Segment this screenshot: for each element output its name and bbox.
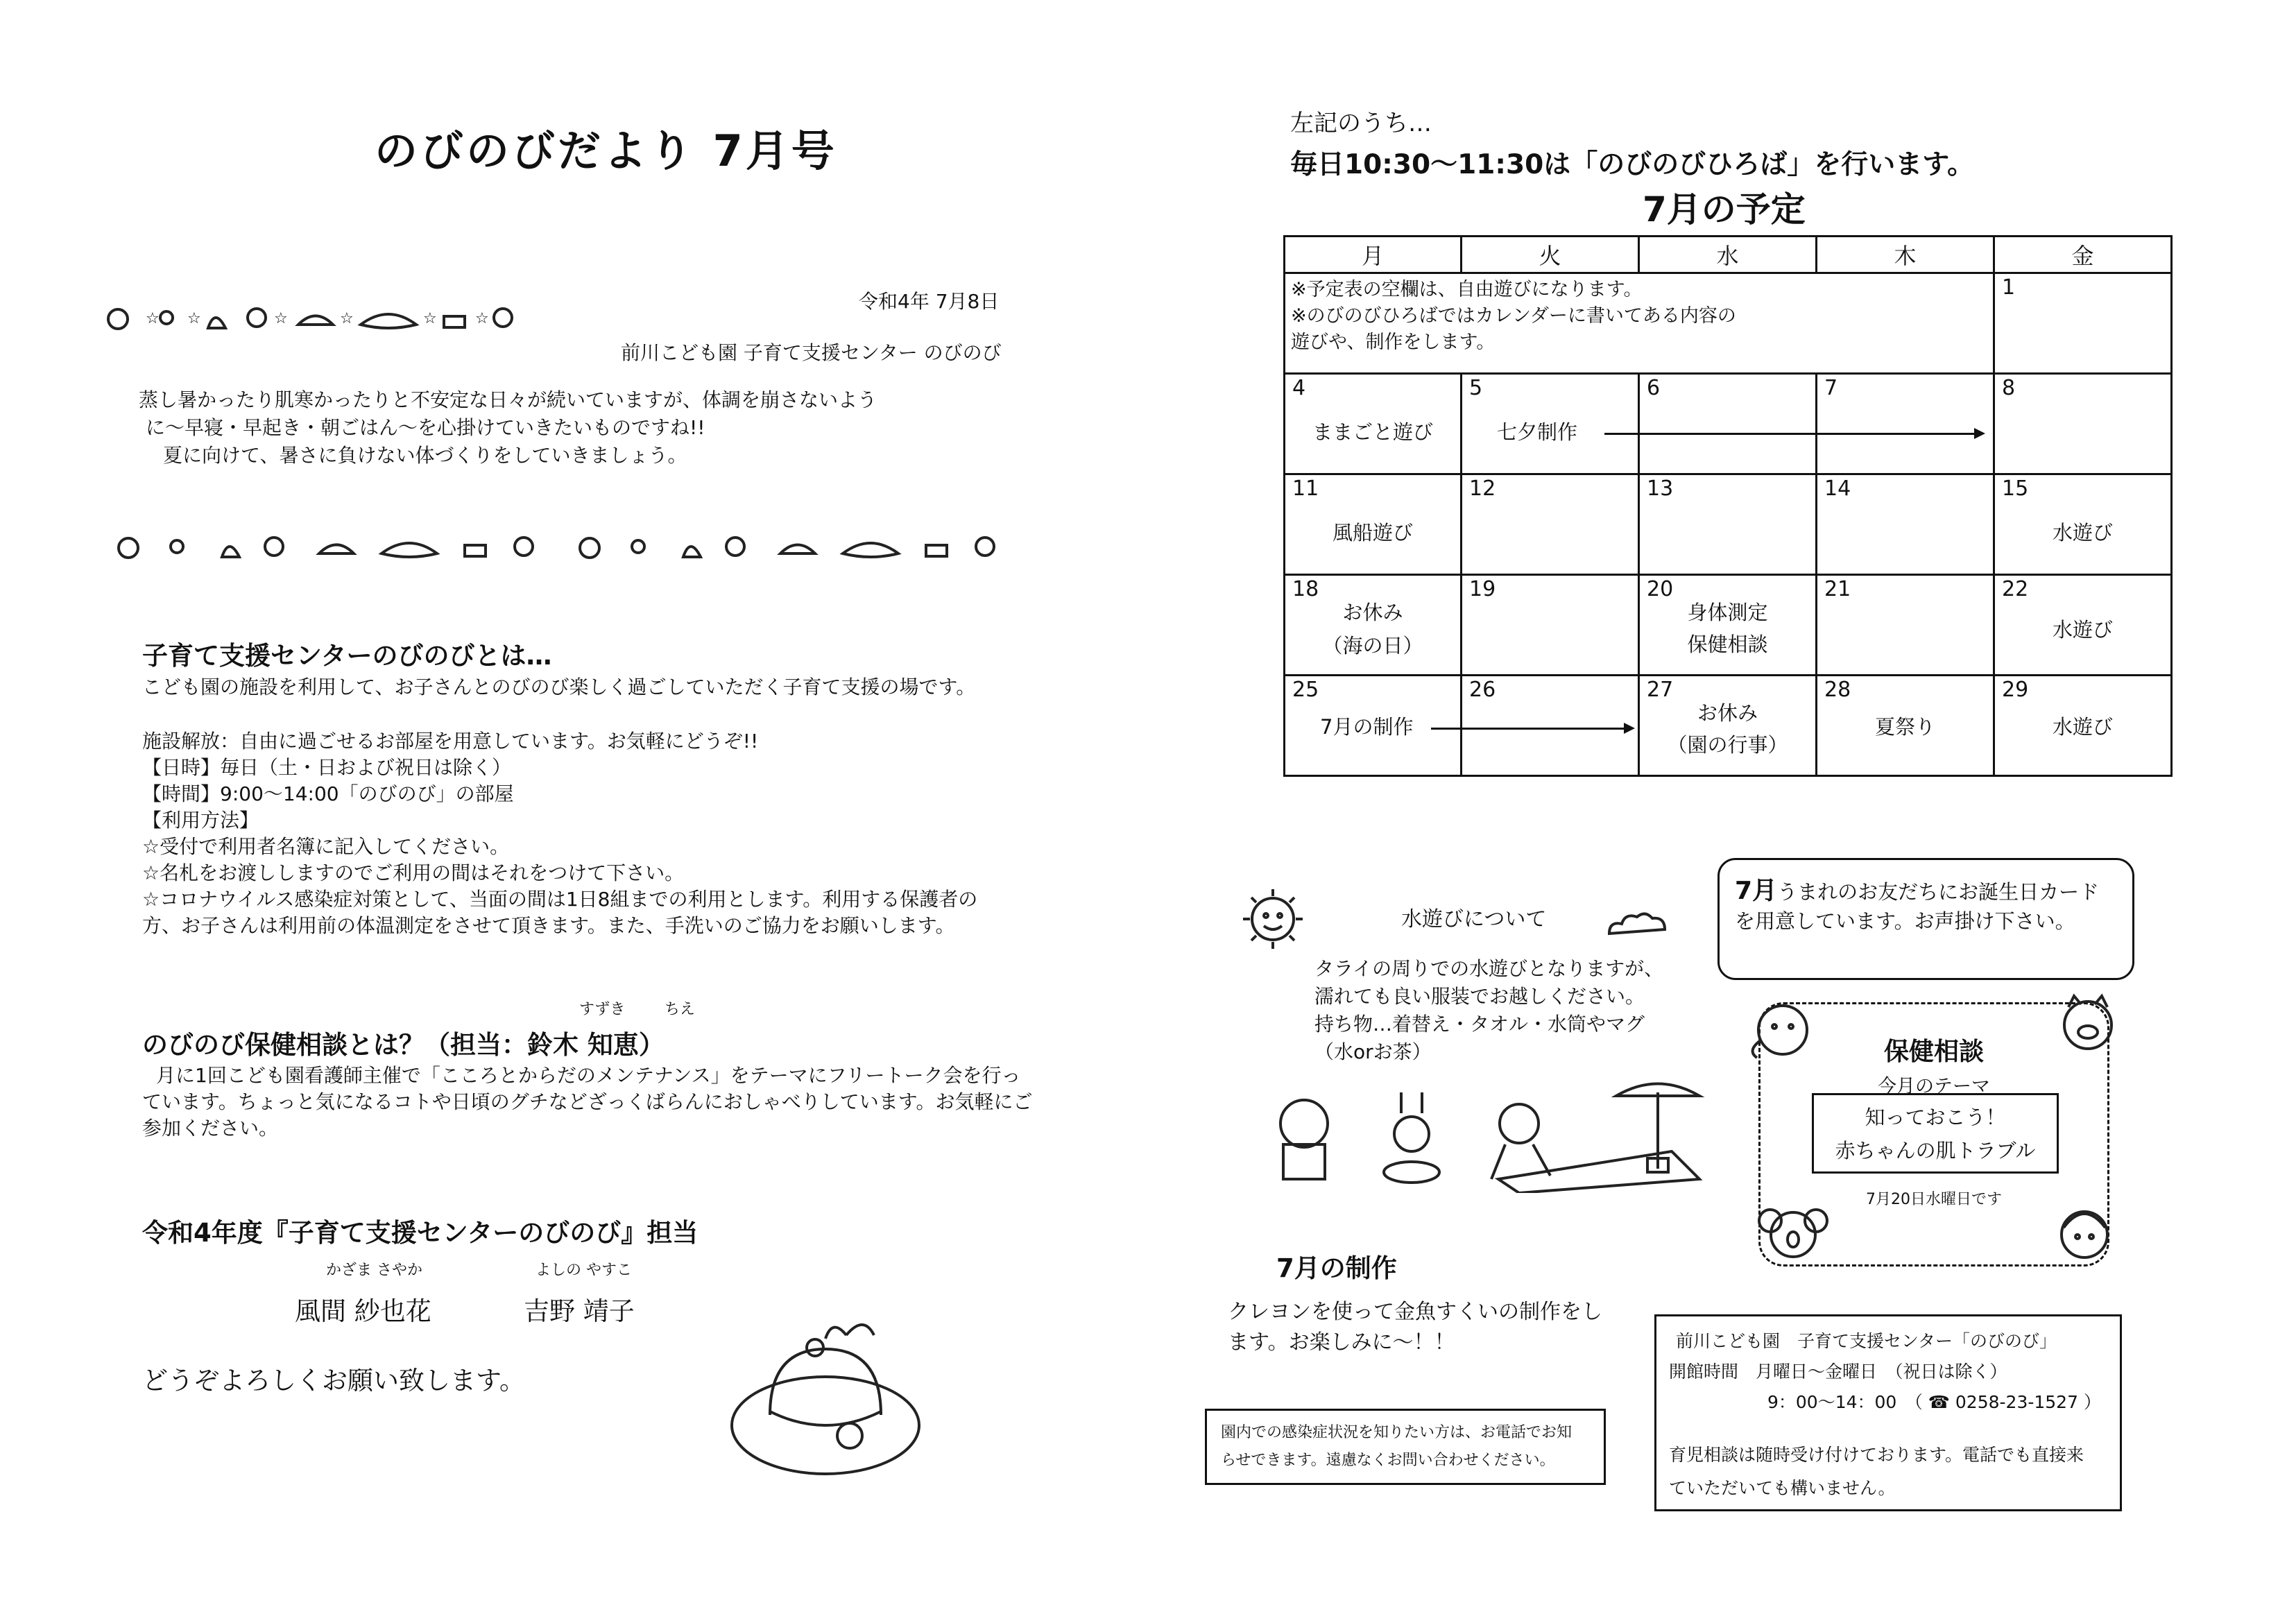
staff-heading: 令和4年度『子育て支援センターのびのび』担当 bbox=[142, 1218, 699, 1248]
calendar-day-cell bbox=[1285, 676, 1462, 776]
day-number: 8 bbox=[2002, 376, 2016, 400]
day-number: 26 bbox=[1469, 678, 1496, 702]
calendar-day-cell bbox=[1994, 273, 2172, 374]
calendar-header-row bbox=[1285, 237, 2172, 273]
staff-name-b: 吉野 靖子 bbox=[524, 1296, 635, 1326]
health-theme-box bbox=[1812, 1093, 2059, 1174]
calendar-day-cell bbox=[1639, 575, 1817, 676]
day-event-sub: （海の日） bbox=[1322, 634, 1423, 658]
weekday-mon: 月 bbox=[1285, 237, 1462, 273]
pre-schedule-line-1: 左記のうち… bbox=[1290, 110, 1432, 137]
calendar-day-cell bbox=[1994, 374, 2172, 474]
day-number: 11 bbox=[1292, 476, 1319, 501]
calendar-note-line: ※のびのびひろばではカレンダーに書いてある内容の bbox=[1291, 305, 1736, 327]
about-line-5: 【時間】9:00～14:00「のびのび」の部屋 bbox=[142, 782, 514, 805]
infection-info-box bbox=[1205, 1409, 1606, 1485]
schedule-title: 7月の予定 bbox=[1643, 189, 1806, 230]
day-event: 水遊び bbox=[2052, 618, 2113, 642]
about-heading: 子育て支援センターのびのびとは… bbox=[142, 641, 552, 671]
boy-face-icon bbox=[2046, 1196, 2123, 1266]
day-number: 4 bbox=[1292, 376, 1306, 400]
day-event: 7月の制作 bbox=[1320, 715, 1414, 739]
about-line-9: ☆コロナウイルス感染症対策として、当面の間は1日8組までの利用とします。利用する保護者の bbox=[142, 888, 978, 911]
staff-name-a: 風間 紗也花 bbox=[295, 1296, 431, 1326]
day-number: 15 bbox=[2002, 476, 2029, 501]
svg-text:☆: ☆ bbox=[475, 310, 489, 327]
hours-label: 開館時間 bbox=[1669, 1362, 1739, 1382]
contact-time: 9：00～14：00 （ ☎ 0258-23-1527 ） bbox=[1767, 1392, 2101, 1412]
day-number: 12 bbox=[1469, 476, 1496, 501]
cloud-illustration bbox=[1602, 907, 1672, 942]
weekday-wed: 水 bbox=[1639, 237, 1817, 273]
staff-ruby-b: よしの やすこ bbox=[536, 1262, 632, 1279]
decorative-border-top bbox=[97, 297, 527, 338]
calendar-day-cell bbox=[1639, 374, 1817, 474]
day-number: 21 bbox=[1824, 577, 1851, 601]
elephant-illustration bbox=[1741, 999, 1817, 1061]
craft-heading: 7月の制作 bbox=[1276, 1253, 1397, 1283]
water-line-2: 濡れても良い服装でお越しください。 bbox=[1314, 985, 1645, 1008]
character-border-icon bbox=[97, 297, 527, 338]
boy-illustration bbox=[2046, 1196, 2123, 1266]
cloud-icon bbox=[1602, 907, 1672, 942]
calendar-week-row bbox=[1285, 676, 2172, 776]
staff-ruby-a: かざま さやか bbox=[326, 1262, 422, 1279]
hours-time: 9：00～14：00 bbox=[1767, 1392, 1897, 1412]
svg-text:☆: ☆ bbox=[423, 310, 437, 327]
calendar-day-cell bbox=[1994, 575, 2172, 676]
day-number: 1 bbox=[2002, 275, 2016, 300]
svg-text:☆: ☆ bbox=[146, 310, 160, 327]
day-event: 水遊び bbox=[2052, 521, 2113, 544]
consult-line-2: ています。ちょっと気になるコトや日頃のグチなどざっくばらんにおしゃべりしています。お気軽にご bbox=[142, 1090, 1033, 1113]
about-line-3: 施設解放：自由に過ごせるお部屋を用意しています。お気軽にどうぞ!! bbox=[142, 730, 759, 753]
calendar-day-cell bbox=[1285, 575, 1462, 676]
calendar-day-cell bbox=[1285, 474, 1462, 575]
birthday-box bbox=[1717, 858, 2134, 980]
day-event: ままごと遊び bbox=[1312, 420, 1433, 444]
day-number: 29 bbox=[2002, 678, 2029, 702]
calendar-week-row bbox=[1285, 575, 2172, 676]
day-number: 28 bbox=[1824, 678, 1851, 702]
craft-line-1: クレヨンを使って金魚すくいの制作をし bbox=[1228, 1300, 1602, 1324]
calendar-day-cell bbox=[1462, 575, 1639, 676]
koala-icon bbox=[1755, 1196, 1831, 1266]
day-number: 7 bbox=[1824, 376, 1838, 400]
contact-hours bbox=[1669, 1358, 2007, 1383]
calendar-note-line: 遊びや、制作をします。 bbox=[1291, 332, 1496, 353]
calendar-day-cell bbox=[1462, 474, 1639, 575]
intro-line-1: 蒸し暑かったり肌寒かったりと不安定な日々が続いていますが、体調を崩さないよう bbox=[139, 388, 877, 411]
consult-ruby-1: すずき bbox=[579, 1001, 626, 1018]
contact-note-2: ていただいても構いません。 bbox=[1669, 1478, 1896, 1498]
calendar-day-cell bbox=[1817, 575, 1994, 676]
phone-icon: ☎ bbox=[1928, 1392, 1950, 1412]
contact-box bbox=[1654, 1314, 2122, 1511]
consult-heading: のびのび保健相談とは？（担当：鈴木 知恵） bbox=[142, 1030, 665, 1060]
calendar-day-cell bbox=[1462, 374, 1639, 474]
calendar-day-cell bbox=[1817, 676, 1994, 776]
calendar-day-cell bbox=[1285, 374, 1462, 474]
kids-playing-icon bbox=[1228, 1075, 1713, 1193]
about-line-4: 【日時】毎日（土・日および祝日は除く） bbox=[142, 756, 512, 779]
character-border-icon bbox=[104, 526, 1013, 567]
birthday-line-1 bbox=[1735, 871, 2099, 907]
calendar-day-cell bbox=[1817, 474, 1994, 575]
infection-info-line-2: らせできます。遠慮なくお問い合わせください。 bbox=[1221, 1452, 1555, 1469]
weekday-thu: 木 bbox=[1817, 237, 1994, 273]
intro-line-2: に～早寝・早起き・朝ごはん～を心掛けていきたいものですね!! bbox=[146, 416, 705, 439]
contact-note-1: 育児相談は随時受け付けております。電話でも直接来 bbox=[1669, 1445, 2084, 1465]
about-line-6: 【利用方法】 bbox=[142, 809, 259, 832]
day-event: お休み bbox=[1342, 601, 1403, 624]
elephant-icon bbox=[1741, 999, 1817, 1061]
day-event: 七夕制作 bbox=[1497, 420, 1578, 444]
health-theme-label: 今月のテーマ bbox=[1878, 1076, 1990, 1097]
svg-text:☆: ☆ bbox=[187, 310, 201, 327]
phone-number[interactable]: 0258-23-1527 bbox=[1955, 1392, 2078, 1412]
about-line-8: ☆名札をお渡ししますのでご利用の間はそれをつけて下さい。 bbox=[142, 861, 685, 884]
health-theme-line-1: 知っておこう！ bbox=[1865, 1106, 2006, 1129]
day-event-sub: 保健相談 bbox=[1687, 633, 1768, 656]
day-number: 20 bbox=[1647, 577, 1674, 601]
decorative-border-middle bbox=[104, 526, 1013, 567]
day-number: 22 bbox=[2002, 577, 2029, 601]
water-line-1: タライの周りでの水遊びとなりますが、 bbox=[1314, 957, 1664, 980]
consult-ruby-2: ちえ bbox=[665, 1001, 696, 1018]
day-number: 13 bbox=[1647, 476, 1674, 501]
intro-line-3: 夏に向けて、暑さに負けない体づくりをしていきましょう。 bbox=[163, 444, 687, 467]
calendar-table bbox=[1283, 235, 2173, 777]
calendar-note-cell bbox=[1285, 273, 1994, 374]
weekday-tue: 火 bbox=[1462, 237, 1639, 273]
infection-info-line-1: 園内での感染症状況を知りたい方は、お電話でお知 bbox=[1221, 1424, 1573, 1441]
day-event: お休み bbox=[1697, 701, 1758, 725]
calendar-day-cell bbox=[1462, 676, 1639, 776]
water-play-illustration bbox=[1228, 1075, 1713, 1193]
water-line-3: 持ち物…着替え・タオル・水筒やマグ bbox=[1314, 1013, 1645, 1036]
birthday-text-1: うまれのお友だちにお誕生日カード bbox=[1777, 880, 2100, 904]
water-line-4: （水orお茶） bbox=[1314, 1040, 1432, 1063]
calendar-week-row bbox=[1285, 374, 2172, 474]
day-number: 14 bbox=[1824, 476, 1851, 501]
about-line-1: こども園の施設を利用して、お子さんとのびのび楽しく過ごしていただく子育て支援の場です。 bbox=[142, 676, 976, 698]
health-date: 7月20日水曜日です bbox=[1866, 1191, 2002, 1208]
day-event: 水遊び bbox=[2052, 715, 2113, 739]
craft-line-2: ます。お楽しみに～！！ bbox=[1228, 1330, 1455, 1355]
hat-illustration bbox=[721, 1321, 929, 1481]
issue-date: 令和4年 7月8日 bbox=[859, 290, 1000, 313]
calendar-week-row bbox=[1285, 273, 2172, 374]
water-play-heading: 水遊びについて bbox=[1401, 907, 1547, 931]
svg-text:☆: ☆ bbox=[340, 310, 354, 327]
birthday-line-2: を用意しています。お声掛け下さい。 bbox=[1735, 909, 2075, 933]
day-number: 18 bbox=[1292, 577, 1319, 601]
day-number: 5 bbox=[1469, 376, 1483, 400]
calendar-day-cell bbox=[1639, 474, 1817, 575]
calendar-day-cell bbox=[1817, 374, 1994, 474]
calendar-note bbox=[1291, 277, 1736, 356]
day-event: 身体測定 bbox=[1687, 601, 1768, 624]
svg-text:☆: ☆ bbox=[274, 310, 288, 327]
newsletter-title: のびのびだより 7月号 bbox=[375, 126, 837, 176]
weekday-fri: 金 bbox=[1994, 237, 2172, 273]
sun-icon bbox=[1235, 881, 1311, 957]
day-event-sub: （園の行事） bbox=[1667, 733, 1788, 757]
day-number: 27 bbox=[1647, 678, 1674, 702]
calendar-week-row bbox=[1285, 474, 2172, 575]
day-number: 19 bbox=[1469, 577, 1496, 601]
koala-illustration bbox=[1755, 1196, 1831, 1266]
day-event: 夏祭り bbox=[1874, 715, 1935, 739]
calendar-day-cell bbox=[1639, 676, 1817, 776]
calendar-note-line: ※予定表の空欄は、自由遊びになります。 bbox=[1291, 279, 1643, 300]
sun-illustration bbox=[1235, 881, 1311, 957]
day-event: 風船遊び bbox=[1332, 521, 1413, 544]
hours-days: 月曜日～金曜日 （祝日は除く） bbox=[1756, 1362, 2007, 1382]
day-number: 25 bbox=[1292, 678, 1319, 702]
calendar-day-cell bbox=[1994, 474, 2172, 575]
hat-icon bbox=[721, 1321, 929, 1481]
organization-name: 前川こども園 子育て支援センター のびのび bbox=[621, 341, 1002, 364]
pre-schedule-line-2: 毎日10:30～11:30は「のびのびひろば」を行います。 bbox=[1290, 149, 1975, 180]
closing-text: どうぞよろしくお願い致します。 bbox=[142, 1366, 526, 1396]
birthday-month: 7月 bbox=[1735, 877, 1778, 905]
consult-line-3: 参加ください。 bbox=[142, 1117, 279, 1140]
pig-icon bbox=[2053, 992, 2123, 1054]
about-line-7: ☆受付で利用者名簿に記入してください。 bbox=[142, 835, 510, 858]
pig-illustration bbox=[2053, 992, 2123, 1054]
health-title: 保健相談 bbox=[1883, 1038, 1984, 1066]
health-theme-line-2: 赤ちゃんの肌トラブル bbox=[1835, 1139, 2036, 1162]
contact-line-1: 前川こども園 子育て支援センター「のびのび」 bbox=[1676, 1331, 2057, 1351]
consult-line-1: 月に1回こども園看護師主催で「こころとからだのメンテナンス」をテーマにフリートーク会を行っ bbox=[156, 1064, 1021, 1087]
about-line-10: 方、お子さんは利用前の体温測定をさせて頂きます。また、手洗いのご協力をお願いします。 bbox=[142, 914, 955, 937]
day-number: 6 bbox=[1647, 376, 1661, 400]
calendar-day-cell bbox=[1994, 676, 2172, 776]
